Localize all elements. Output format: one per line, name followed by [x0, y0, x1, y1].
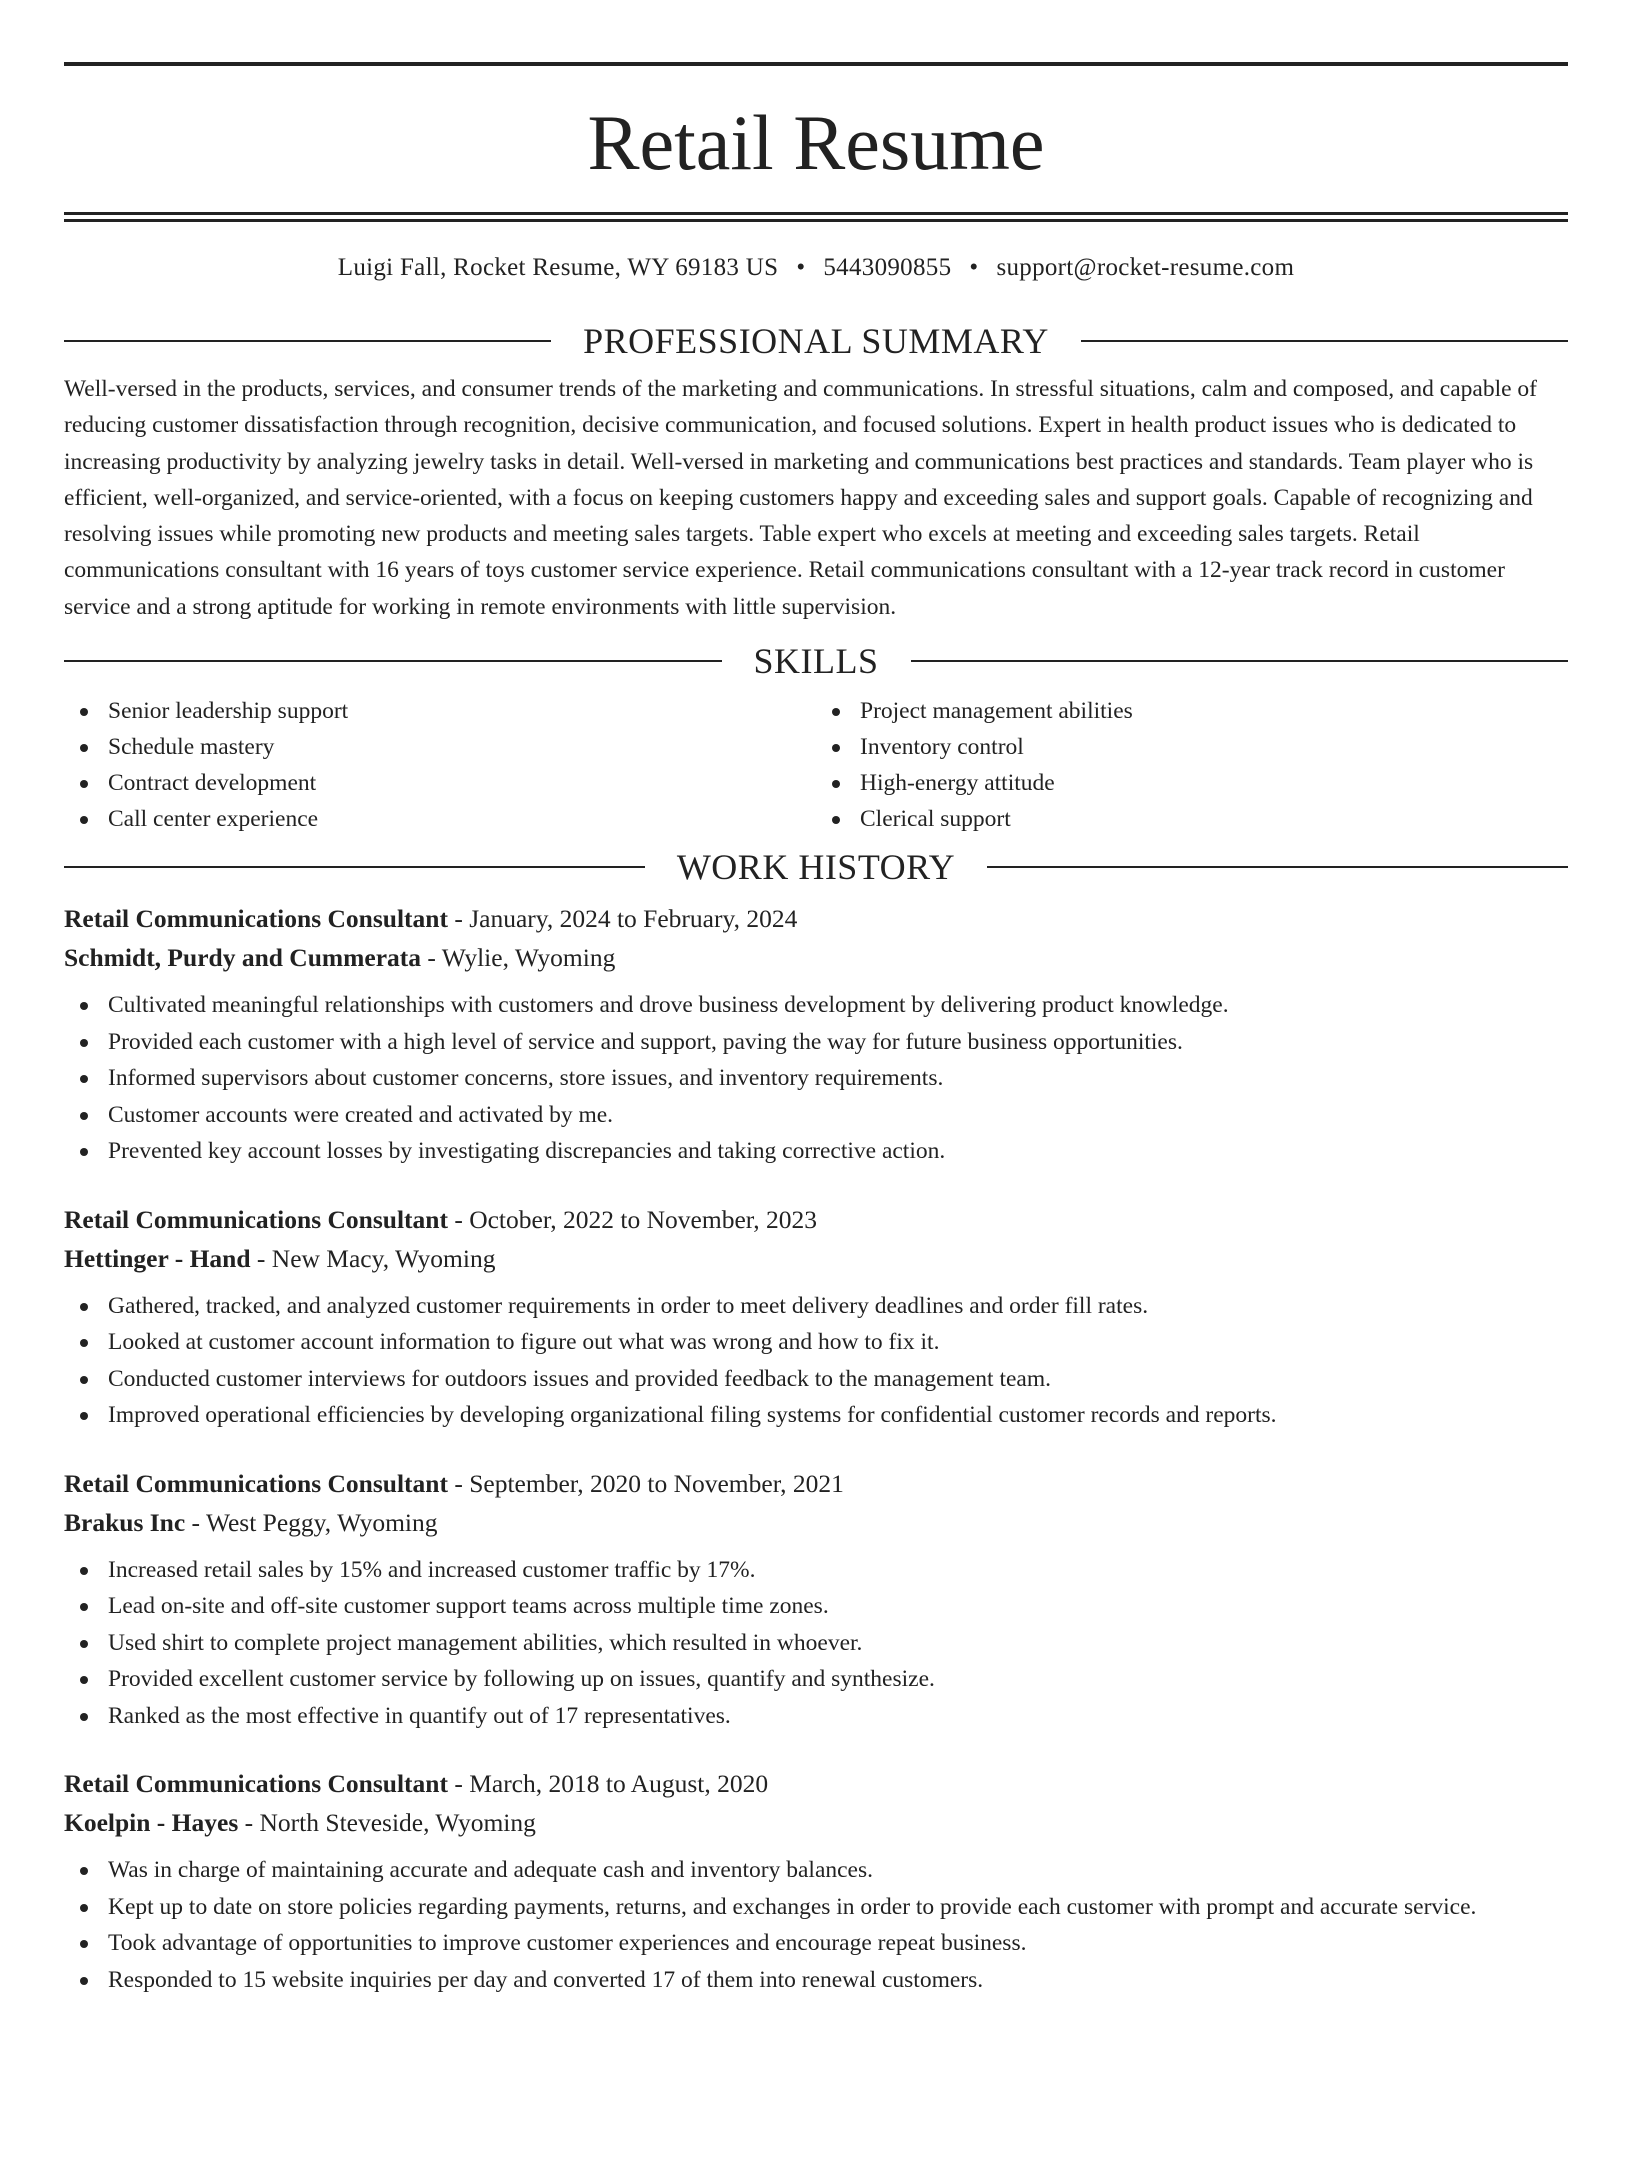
- contact-line: [64, 253, 1568, 283]
- job-company-line: [64, 938, 1568, 977]
- job-bullet: Gathered, tracked, and analyzed customer requirements in order to meet delivery deadlines and order fill rates.: [64, 1288, 1568, 1325]
- skills-heading-label: SKILLS: [753, 641, 879, 682]
- job-company: Hettinger - Hand: [64, 1243, 251, 1273]
- skills-heading: [64, 641, 1568, 681]
- contact-separator: •: [796, 254, 806, 281]
- job-bullet: Improved operational efficiencies by developing organizational filing systems for confidential customer records and reports.: [64, 1397, 1568, 1434]
- summary-heading: [64, 321, 1568, 361]
- skill-item: Inventory control: [816, 729, 1568, 765]
- job-bullet: Responded to 15 website inquiries per day and converted 17 of them into renewal customers.: [64, 1962, 1568, 1999]
- heading-rule: [64, 660, 722, 662]
- job-bullets: [64, 1288, 1568, 1434]
- job-company-line: [64, 1803, 1568, 1842]
- job-title: Retail Communications Consultant: [64, 904, 448, 934]
- job-dates: September, 2020 to November, 2021: [469, 1468, 844, 1498]
- job-bullet: Took advantage of opportunities to improve customer experiences and encourage repeat business.: [64, 1925, 1568, 1962]
- job-location: New Macy, Wyoming: [271, 1243, 496, 1273]
- heading-rule: [987, 866, 1568, 868]
- job-title-line: [64, 1464, 1568, 1503]
- job-bullet: Customer accounts were created and activated by me.: [64, 1097, 1568, 1134]
- title-double-divider: [64, 212, 1568, 222]
- job-bullets: [64, 1852, 1568, 1998]
- job-company: Koelpin - Hayes: [64, 1808, 239, 1838]
- job-dash: -: [447, 1204, 470, 1234]
- skills-column-right: [816, 693, 1568, 837]
- job-dash: -: [421, 943, 442, 973]
- job-bullet: Provided excellent customer service by following up on issues, quantify and synthesize.: [64, 1661, 1568, 1698]
- job-bullet: Was in charge of maintaining accurate and adequate cash and inventory balances.: [64, 1852, 1568, 1889]
- job-title: Retail Communications Consultant: [64, 1204, 448, 1234]
- skills-list: [64, 693, 1568, 837]
- job-title-line: [64, 1764, 1568, 1803]
- job-title: Retail Communications Consultant: [64, 1769, 448, 1799]
- job-dash: -: [250, 1243, 272, 1273]
- work-history-heading: [64, 847, 1568, 887]
- summary-text: Well-versed in the products, services, and consumer trends of the marketing and communications. In stressful situations, calm and composed, and capable of reducing customer dissatisfaction through recognition, decisive communication, and focused solutions. Expert in health product issues who is dedicated to increasing productivity by analyzing jewelry tasks in detail. Well-versed in marketing and communications best practices and standards. Team player who is efficient, well-organized, and service-oriented, with a focus on keeping customers happy and exceeding sales and support goals. Capable of recognizing and resolving issues while promoting new products and meeting sales targets. Table expert who excels at meeting and exceeding sales targets. Retail communications consultant with 16 years of toys customer service experience. Retail communications consultant with a 12-year track record in customer service and a strong aptitude for working in remote environments with little supervision.: [64, 376, 1537, 620]
- resume-page: [0, 62, 1632, 2174]
- job-entry: [64, 899, 1568, 1170]
- job-bullet: Increased retail sales by 15% and increased customer traffic by 17%.: [64, 1552, 1568, 1589]
- job-bullet: Kept up to date on store policies regarding payments, returns, and exchanges in order to provide each customer with prompt and accurate service.: [64, 1889, 1568, 1926]
- contact-separator: •: [969, 254, 979, 281]
- skill-item: Contract development: [64, 765, 816, 801]
- job-company-line: [64, 1503, 1568, 1542]
- job-bullet: Ranked as the most effective in quantify out of 17 representatives.: [64, 1698, 1568, 1735]
- resume-title: Retail Resume: [587, 99, 1045, 186]
- job-bullet: Informed supervisors about customer concerns, store issues, and inventory requirements.: [64, 1060, 1568, 1097]
- skills-column-left: [64, 693, 816, 837]
- job-dash: -: [238, 1808, 260, 1838]
- skill-item: Clerical support: [816, 801, 1568, 837]
- job-bullets: [64, 1552, 1568, 1735]
- work-history-list: [64, 899, 1568, 1998]
- job-entry: [64, 1200, 1568, 1434]
- job-dates: January, 2024 to February, 2024: [469, 904, 798, 934]
- job-entry: [64, 1464, 1568, 1735]
- summary-heading-label: PROFESSIONAL SUMMARY: [583, 321, 1049, 361]
- job-location: West Peggy, Wyoming: [205, 1507, 438, 1537]
- job-title-line: [64, 1200, 1568, 1239]
- job-dash: -: [185, 1507, 206, 1537]
- job-bullets: [64, 987, 1568, 1170]
- job-bullet: Lead on-site and off-site customer support teams across multiple time zones.: [64, 1588, 1568, 1625]
- job-company-line: [64, 1239, 1568, 1278]
- job-bullet: Looked at customer account information to figure out what was wrong and how to fix it.: [64, 1324, 1568, 1361]
- job-bullet: Provided each customer with a high level of service and support, paving the way for future business opportunities.: [64, 1024, 1568, 1061]
- contact-address: Luigi Fall, Rocket Resume, WY 69183 US: [337, 254, 779, 281]
- top-divider: [64, 62, 1568, 66]
- heading-rule: [64, 340, 551, 342]
- job-dash: -: [447, 1468, 470, 1498]
- job-bullet: Conducted customer interviews for outdoors issues and provided feedback to the management team.: [64, 1361, 1568, 1398]
- skill-item: Schedule mastery: [64, 729, 816, 765]
- skill-item: Senior leadership support: [64, 693, 816, 729]
- job-location: Wylie, Wyoming: [441, 943, 616, 973]
- skill-item: Call center experience: [64, 801, 816, 837]
- heading-rule: [64, 866, 645, 868]
- contact-phone: 5443090855: [823, 254, 952, 281]
- work-history-heading-label: WORK HISTORY: [676, 847, 956, 888]
- skill-item: Project management abilities: [816, 693, 1568, 729]
- job-company: Schmidt, Purdy and Cummerata: [64, 943, 422, 973]
- job-dates: October, 2022 to November, 2023: [469, 1204, 818, 1234]
- job-dash: -: [447, 1769, 470, 1799]
- job-title: Retail Communications Consultant: [64, 1468, 448, 1498]
- job-dash: -: [447, 904, 470, 934]
- job-bullet: Used shirt to complete project management abilities, which resulted in whoever.: [64, 1625, 1568, 1662]
- job-entry: [64, 1764, 1568, 1998]
- job-bullet: Cultivated meaningful relationships with customers and drove business development by delivering product knowledge.: [64, 987, 1568, 1024]
- skill-item: High-energy attitude: [816, 765, 1568, 801]
- contact-email: support@rocket-resume.com: [996, 254, 1295, 281]
- heading-rule: [911, 660, 1569, 662]
- job-dates: March, 2018 to August, 2020: [469, 1769, 769, 1799]
- job-company: Brakus Inc: [64, 1507, 186, 1537]
- job-location: North Steveside, Wyoming: [259, 1808, 536, 1838]
- job-title-line: [64, 899, 1568, 938]
- heading-rule: [1081, 340, 1568, 342]
- job-bullet: Prevented key account losses by investigating discrepancies and taking corrective action.: [64, 1133, 1568, 1170]
